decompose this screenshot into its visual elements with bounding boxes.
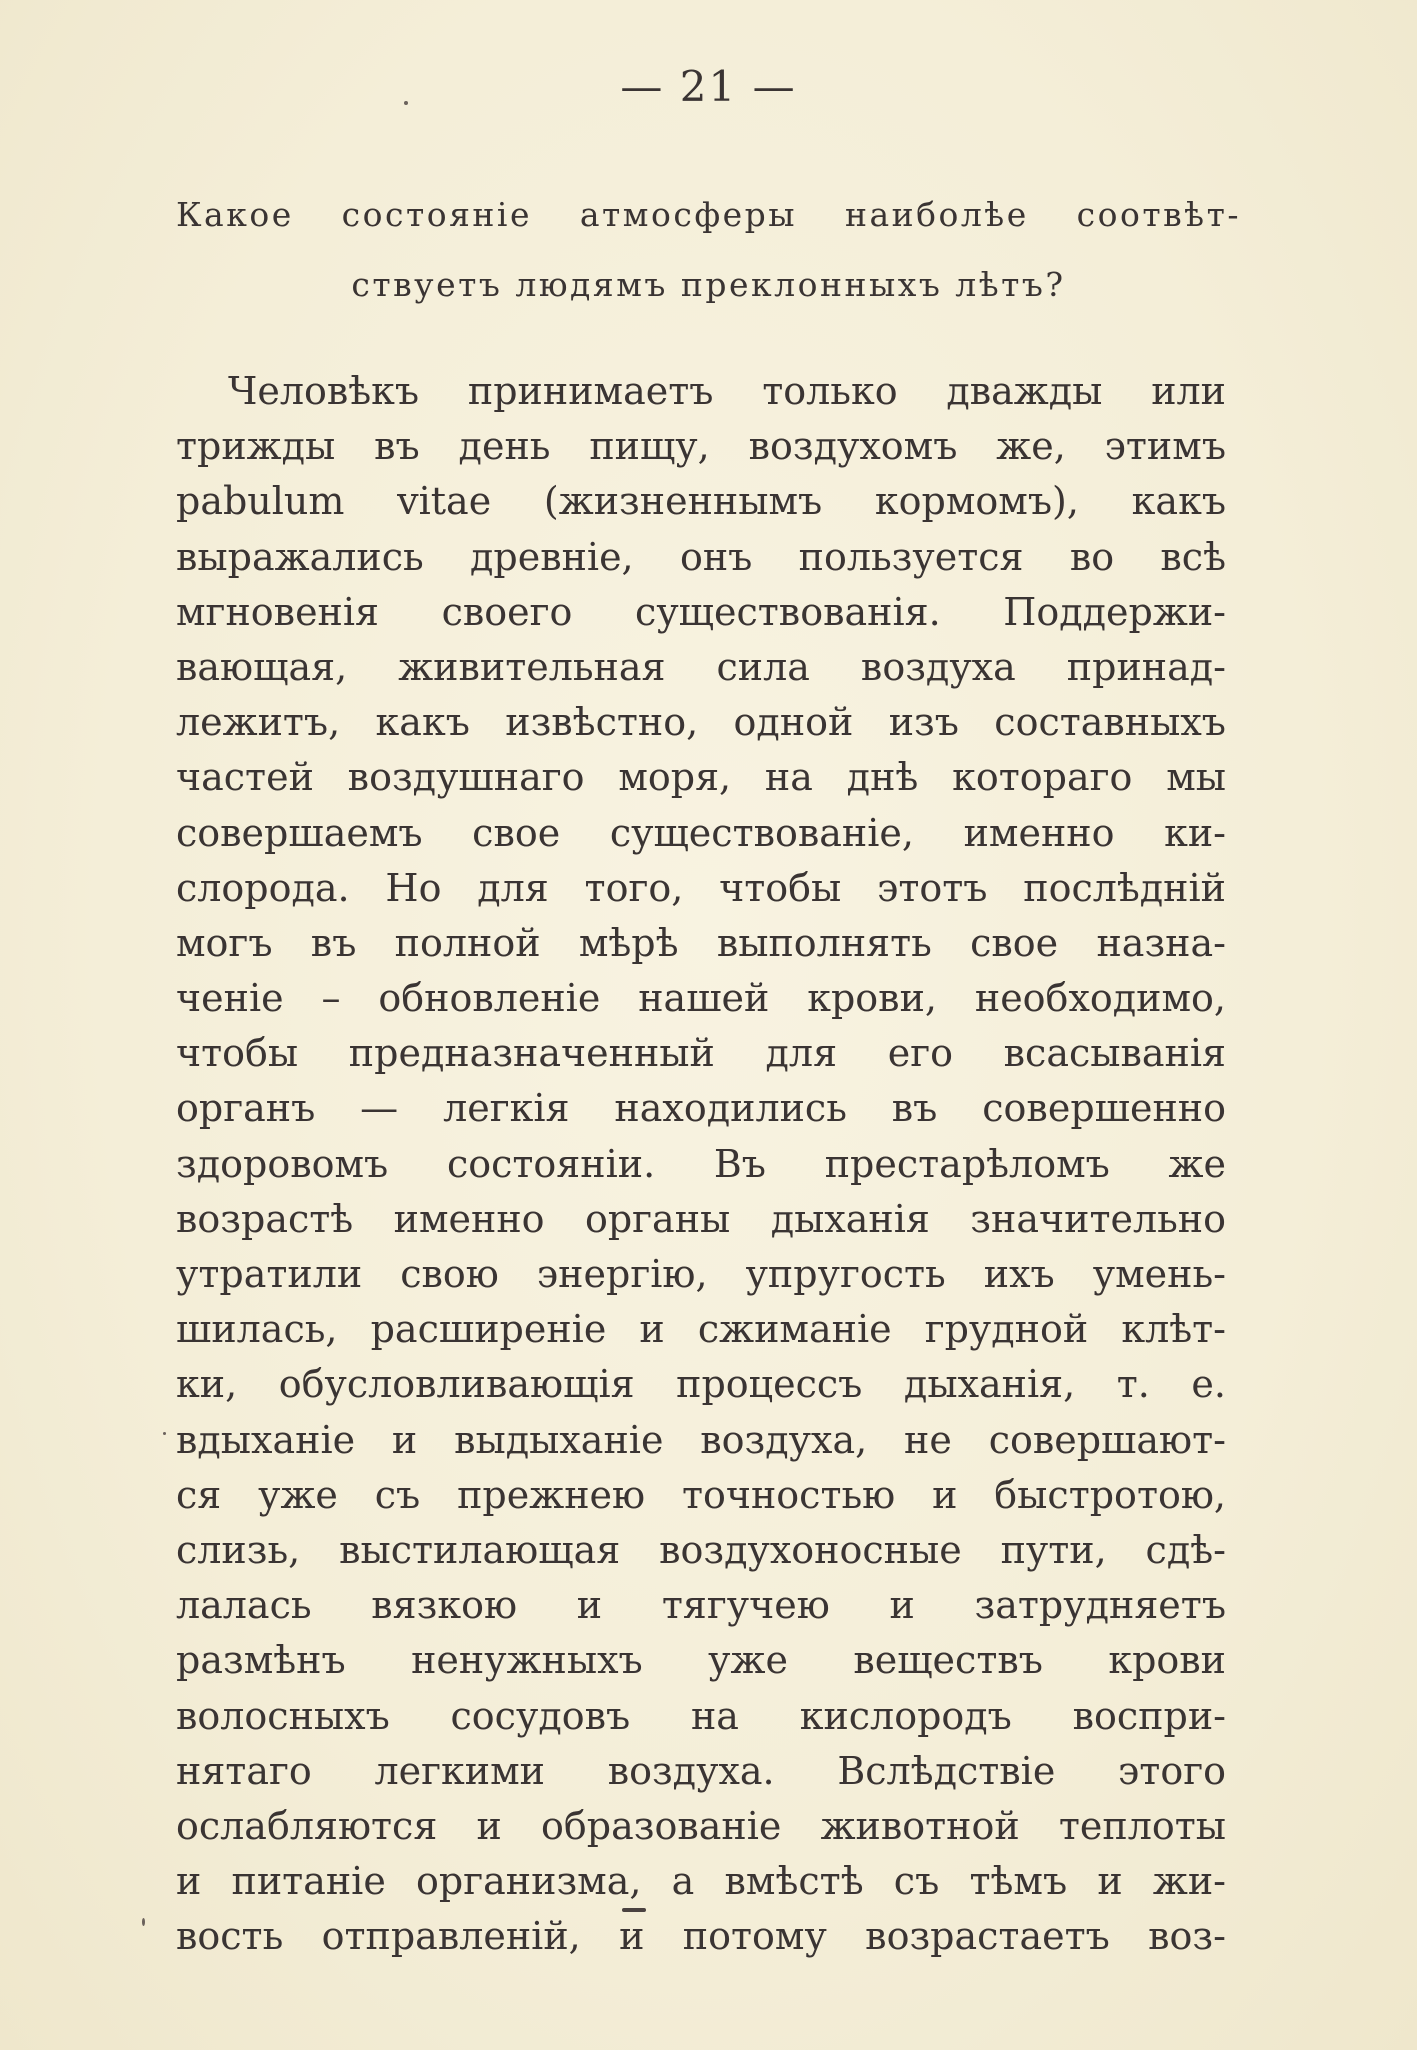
text-line: вдыханіе и выдыханіе воздуха, не совершают- [176, 1417, 1226, 1462]
text-line: органъ — легкія находились въ совершенно [176, 1086, 1226, 1131]
text-line: слорода. Но для того, чтобы этотъ послѣдній [176, 865, 1226, 910]
text-line: совершаемъ свое существованіе, именно ки- [176, 810, 1226, 855]
text-line: ченіе – обновленіе нашей крови, необходимо, [176, 976, 1226, 1021]
text-line: мгновенія своего существованія. Поддержи- [176, 589, 1226, 634]
text-line: могъ въ полной мѣрѣ выполнять свое назна- [176, 920, 1226, 965]
paper-speck [142, 1918, 145, 1926]
text-line: лежитъ, какъ извѣстно, одной изъ составныхъ [176, 700, 1226, 745]
text-line: здоровомъ состояніи. Въ престарѣломъ же [176, 1141, 1226, 1186]
text-line: Человѣкъ принимаетъ только дважды или [228, 369, 1226, 413]
text-line: слизь, выстилающая воздухоносные пути, сдѣ- [176, 1527, 1226, 1572]
page-number: — 21 — [620, 62, 797, 111]
paper-speck [404, 101, 408, 105]
heading-line: ствуетъ людямъ преклонныхъ лѣтъ? [351, 265, 1066, 304]
text-line: шилась, расширеніе и сжиманіе грудной клѣт- [176, 1307, 1226, 1352]
text-line: и питаніе организма, а вмѣстѣ съ тѣмъ и жи- [176, 1859, 1226, 1904]
heading-line: Какое состояніе атмосферы наиболѣе соотвѣт- [176, 195, 1241, 234]
body-paragraph [176, 364, 1226, 1964]
text-line: выражались древніе, онъ пользуется во всѣ [176, 534, 1226, 579]
text-line: ослабляются и образованіе животной теплоты [176, 1803, 1226, 1848]
text-line: ся уже съ прежнею точностью и быстротою, [176, 1472, 1226, 1517]
text-line: трижды въ день пищу, воздухомъ же, этимъ [176, 424, 1226, 469]
text-line: частей воздушнаго моря, на днѣ котораго мы [176, 755, 1226, 800]
text-line: размѣнъ ненужныхъ уже веществъ крови [176, 1638, 1226, 1683]
section-heading [176, 180, 1241, 320]
paper-speck [163, 1432, 166, 1435]
text-line: ки, обусловливающія процессъ дыханія, т. е. [176, 1362, 1226, 1407]
text-line: утратили свою энергію, упругость ихъ умень- [176, 1252, 1226, 1296]
text-line: лалась вязкою и тягучею и затрудняетъ [176, 1583, 1226, 1628]
text-line: чтобы предназначенный для его всасыванія [176, 1031, 1226, 1076]
text-line: вость отправленій, и потому возрастаетъ воз- [176, 1914, 1226, 1959]
text-line: возрастѣ именно органы дыханія значительно [176, 1196, 1226, 1241]
text-line: pabulum vitae (жизненнымъ кормомъ), какъ [176, 479, 1226, 524]
text-line: вающая, живительная сила воздуха принад- [176, 644, 1226, 689]
text-line: нятаго легкими воздуха. Вслѣдствіе этого [176, 1748, 1226, 1793]
text-line: волосныхъ сосудовъ на кислородъ воспри- [176, 1693, 1226, 1738]
footer-dash-mark [622, 1908, 646, 1912]
